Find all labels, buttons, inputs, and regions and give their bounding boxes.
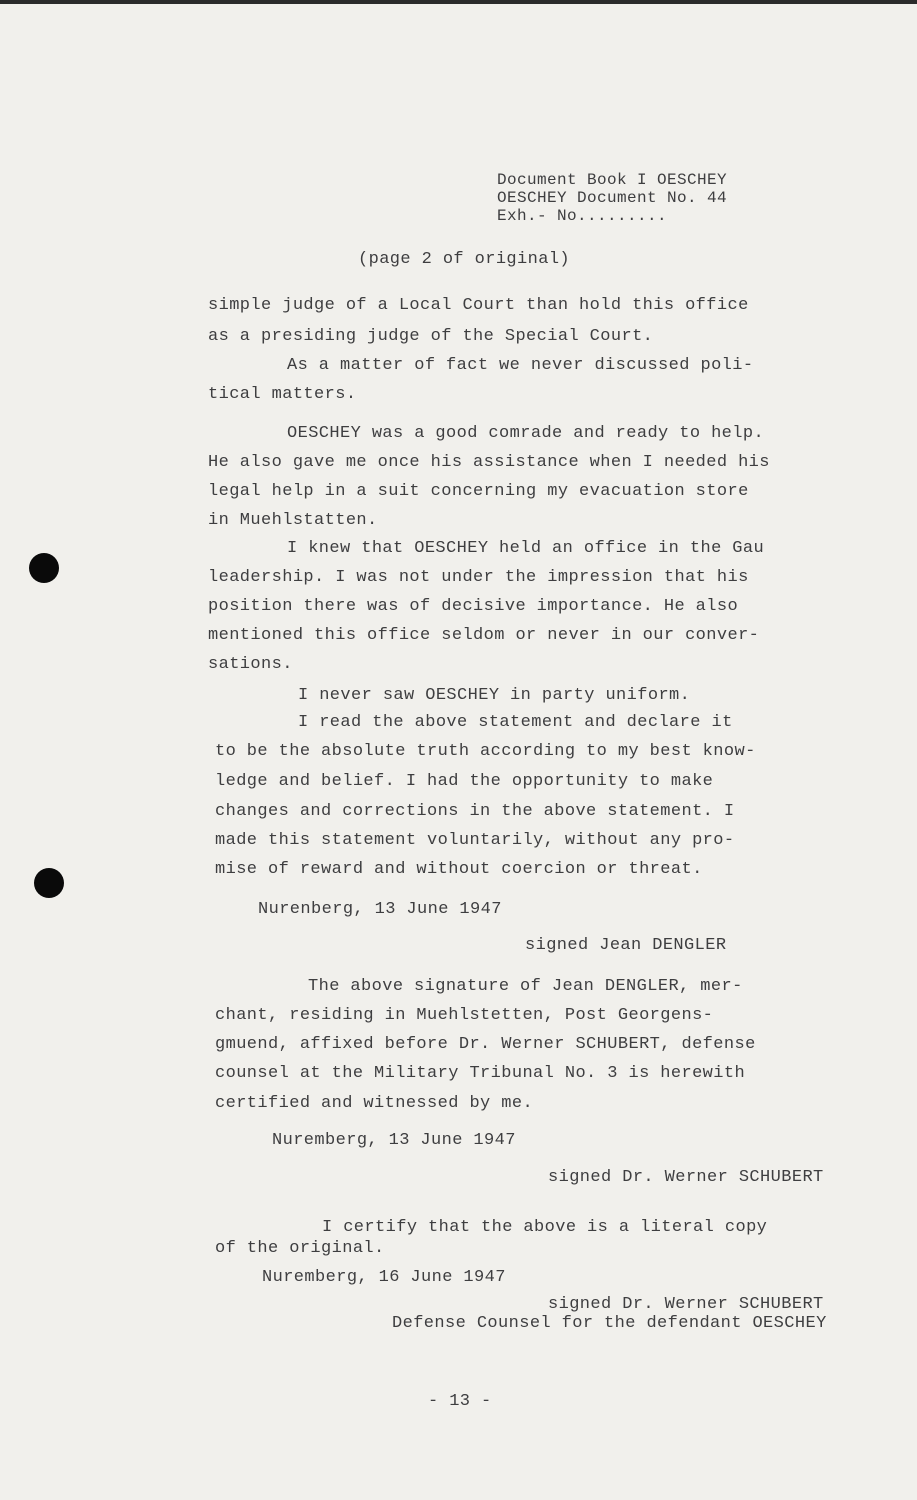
certification-line: The above signature of Jean DENGLER, mer-: [308, 977, 743, 996]
body-line: tical matters.: [208, 385, 357, 404]
body-line: I knew that OESCHEY held an office in the Gau: [287, 539, 765, 558]
copy-cert-place-date: Nuremberg, 16 June 1947: [262, 1268, 506, 1287]
copy-cert-signed: signed Dr. Werner SCHUBERT: [548, 1295, 824, 1314]
header-document-number: OESCHEY Document No. 44: [497, 189, 728, 207]
body-line: to be the absolute truth according to my best know-: [215, 742, 756, 761]
body-line: in Muehlstatten.: [208, 511, 378, 530]
body-line: simple judge of a Local Court than hold this office: [208, 296, 749, 315]
certification-line: certified and witnessed by me.: [215, 1094, 534, 1113]
page-note: (page 2 of original): [358, 250, 571, 269]
body-line: leadership. I was not under the impression that his: [208, 568, 749, 587]
signature2-place-date: Nuremberg, 13 June 1947: [272, 1131, 516, 1150]
header-exhibit-number: Exh.- No.........: [497, 207, 668, 225]
body-line: ledge and belief. I had the opportunity to make: [215, 772, 714, 791]
body-line: I read the above statement and declare it: [298, 713, 733, 732]
body-line: OESCHEY was a good comrade and ready to help.: [287, 424, 765, 443]
top-edge-line: [0, 0, 917, 4]
body-line: as a presiding judge of the Special Court.: [208, 327, 654, 346]
body-line: legal help in a suit concerning my evacuation store: [208, 482, 749, 501]
copy-cert-role: Defense Counsel for the defendant OESCHEY: [392, 1314, 827, 1333]
body-line: changes and corrections in the above statement. I: [215, 802, 735, 821]
signature1-place-date: Nurenberg, 13 June 1947: [258, 900, 502, 919]
signature1-signed: signed Jean DENGLER: [525, 936, 727, 955]
body-line: As a matter of fact we never discussed poli-: [287, 356, 754, 375]
body-line: mentioned this office seldom or never in our conver-: [208, 626, 760, 645]
copy-cert-line2: of the original.: [215, 1239, 385, 1258]
punch-hole-upper: [29, 553, 59, 583]
body-line: I never saw OESCHEY in party uniform.: [298, 686, 691, 705]
body-line: made this statement voluntarily, without any pro-: [215, 831, 735, 850]
certification-line: gmuend, affixed before Dr. Werner SCHUBERT, defense: [215, 1035, 756, 1054]
body-line: position there was of decisive importance. He also: [208, 597, 739, 616]
copy-cert-line1: I certify that the above is a literal copy: [322, 1218, 768, 1237]
body-line: mise of reward and without coercion or threat.: [215, 860, 703, 879]
punch-hole-lower: [34, 868, 64, 898]
header-document-book: Document Book I OESCHEY: [497, 171, 728, 189]
signature2-signed: signed Dr. Werner SCHUBERT: [548, 1168, 824, 1187]
body-line: He also gave me once his assistance when I needed his: [208, 453, 770, 472]
certification-line: counsel at the Military Tribunal No. 3 is herewith: [215, 1064, 746, 1083]
body-line: sations.: [208, 655, 293, 674]
certification-line: chant, residing in Muehlstetten, Post Georgens-: [215, 1006, 714, 1025]
page-number: - 13 -: [428, 1392, 492, 1411]
